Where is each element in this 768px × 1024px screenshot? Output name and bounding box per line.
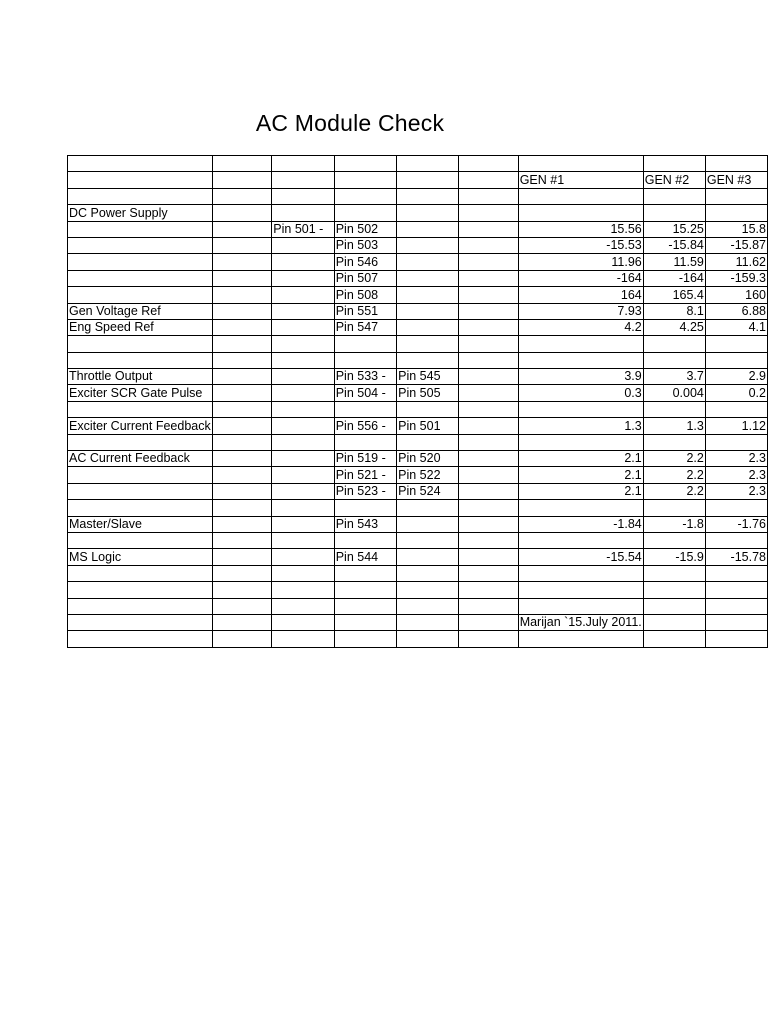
gen3-value: -15.87 bbox=[705, 237, 767, 253]
gen1-value: -15.54 bbox=[518, 549, 643, 565]
pin-cell: Pin 508 bbox=[334, 287, 396, 303]
gen2-value: 165.4 bbox=[643, 287, 705, 303]
gen1-value: 11.96 bbox=[518, 254, 643, 270]
gen3-value: 2.3 bbox=[705, 467, 767, 483]
table-row bbox=[68, 369, 768, 385]
gen3-value: 2.3 bbox=[705, 483, 767, 499]
page-title: AC Module Check bbox=[255, 110, 445, 136]
table-row bbox=[68, 401, 768, 417]
table-row bbox=[68, 319, 768, 335]
pin-cell: Pin 519 - bbox=[334, 451, 396, 467]
gen3-value: 2.9 bbox=[705, 369, 767, 385]
pin2-cell: Pin 545 bbox=[397, 369, 459, 385]
table-row bbox=[68, 287, 768, 303]
gen2-value: 4.25 bbox=[643, 319, 705, 335]
table-row bbox=[68, 483, 768, 499]
table-row bbox=[68, 631, 768, 647]
gen3-value: 15.8 bbox=[705, 221, 767, 237]
gen1-value: 7.93 bbox=[518, 303, 643, 319]
table-row bbox=[68, 237, 768, 253]
master-slave-label: Master/Slave bbox=[69, 516, 142, 531]
table-row bbox=[68, 467, 768, 483]
gen1-value: 15.56 bbox=[518, 221, 643, 237]
gen1-value: 4.2 bbox=[518, 319, 643, 335]
pin-cell: Pin 503 bbox=[334, 237, 396, 253]
gen3-value: 160 bbox=[705, 287, 767, 303]
gen2-value: -1.8 bbox=[643, 516, 705, 532]
pin-cell: Pin 551 bbox=[334, 303, 396, 319]
table-row bbox=[68, 385, 768, 401]
gen1-value: 2.1 bbox=[518, 451, 643, 467]
gen2-value: 2.2 bbox=[643, 483, 705, 499]
gen3-header: GEN #3 bbox=[705, 172, 767, 188]
gen1-value: 2.1 bbox=[518, 467, 643, 483]
pin-cell: Pin 543 bbox=[334, 516, 396, 532]
table-row bbox=[68, 270, 768, 286]
ms-logic-label: MS Logic bbox=[69, 549, 122, 564]
gen1-value: 1.3 bbox=[518, 418, 643, 434]
gen3-value: 1.12 bbox=[705, 418, 767, 434]
gen3-value: 6.88 bbox=[705, 303, 767, 319]
gen2-value: -15.84 bbox=[643, 237, 705, 253]
signature-note: Marijan `15.July 2011. bbox=[519, 615, 642, 630]
gen1-value: 0.3 bbox=[518, 385, 643, 401]
gen2-value: -15.9 bbox=[643, 549, 705, 565]
table-row bbox=[68, 156, 768, 172]
gen1-value: -1.84 bbox=[518, 516, 643, 532]
table-row bbox=[68, 303, 768, 319]
gen3-value: 11.62 bbox=[705, 254, 767, 270]
exciter-current-label: Exciter Current Feedback bbox=[69, 418, 211, 433]
gen2-value: 1.3 bbox=[643, 418, 705, 434]
gen1-value: -164 bbox=[518, 270, 643, 286]
pin-cell: Pin 547 bbox=[334, 319, 396, 335]
table-row bbox=[68, 221, 768, 237]
gen1-value: 164 bbox=[518, 287, 643, 303]
table-row bbox=[68, 598, 768, 614]
gen1-value: 3.9 bbox=[518, 369, 643, 385]
exciter-scr-label: Exciter SCR Gate Pulse bbox=[69, 385, 203, 400]
gen3-value: -15.78 bbox=[705, 549, 767, 565]
pin-cell: Pin 546 bbox=[334, 254, 396, 270]
ref-pin: Pin 501 - bbox=[272, 221, 334, 237]
gen3-value: 4.1 bbox=[705, 319, 767, 335]
pin2-cell: Pin 520 bbox=[397, 451, 459, 467]
pin-cell: Pin 507 bbox=[334, 270, 396, 286]
gen3-value: -159.3 bbox=[705, 270, 767, 286]
eng-speed-label: Eng Speed Ref bbox=[69, 320, 154, 335]
pin2-cell: Pin 505 bbox=[397, 385, 459, 401]
gen2-value: 8.1 bbox=[643, 303, 705, 319]
pin2-cell: Pin 501 bbox=[397, 418, 459, 434]
pin-cell: Pin 521 - bbox=[334, 467, 396, 483]
header-row bbox=[68, 172, 768, 188]
pin2-cell: Pin 524 bbox=[397, 483, 459, 499]
pin-cell: Pin 502 bbox=[334, 221, 396, 237]
pin-cell: Pin 504 - bbox=[334, 385, 396, 401]
gen3-value: -1.76 bbox=[705, 516, 767, 532]
table-row bbox=[68, 532, 768, 548]
gen2-value: 0.004 bbox=[643, 385, 705, 401]
gen3-value: 2.3 bbox=[705, 451, 767, 467]
pin2-cell: Pin 522 bbox=[397, 467, 459, 483]
table-row bbox=[68, 582, 768, 598]
gen1-value: 2.1 bbox=[518, 483, 643, 499]
table-row bbox=[68, 352, 768, 368]
table-row bbox=[68, 434, 768, 450]
gen1-value: -15.53 bbox=[518, 237, 643, 253]
table-row bbox=[68, 418, 768, 434]
table-row bbox=[68, 500, 768, 516]
gen-voltage-label: Gen Voltage Ref bbox=[69, 303, 161, 318]
table-row bbox=[68, 549, 768, 565]
table-row bbox=[68, 451, 768, 467]
dc-power-label: DC Power Supply bbox=[69, 205, 168, 220]
gen2-header: GEN #2 bbox=[643, 172, 705, 188]
gen2-value: -164 bbox=[643, 270, 705, 286]
table-row bbox=[68, 565, 768, 581]
table-row bbox=[68, 614, 768, 630]
throttle-label: Throttle Output bbox=[69, 369, 153, 384]
table-row bbox=[68, 205, 768, 221]
gen2-value: 11.59 bbox=[643, 254, 705, 270]
ac-current-label: AC Current Feedback bbox=[69, 451, 190, 466]
gen2-value: 2.2 bbox=[643, 467, 705, 483]
data-table bbox=[67, 155, 768, 648]
gen2-value: 3.7 bbox=[643, 369, 705, 385]
gen1-header: GEN #1 bbox=[518, 172, 643, 188]
gen2-value: 2.2 bbox=[643, 451, 705, 467]
gen2-value: 15.25 bbox=[643, 221, 705, 237]
table-row bbox=[68, 516, 768, 532]
pin-cell: Pin 544 bbox=[334, 549, 396, 565]
pin-cell: Pin 533 - bbox=[334, 369, 396, 385]
gen3-value: 0.2 bbox=[705, 385, 767, 401]
pin-cell: Pin 523 - bbox=[334, 483, 396, 499]
pin-cell: Pin 556 - bbox=[334, 418, 396, 434]
table-row bbox=[68, 188, 768, 204]
table-row bbox=[68, 254, 768, 270]
table-row bbox=[68, 336, 768, 352]
